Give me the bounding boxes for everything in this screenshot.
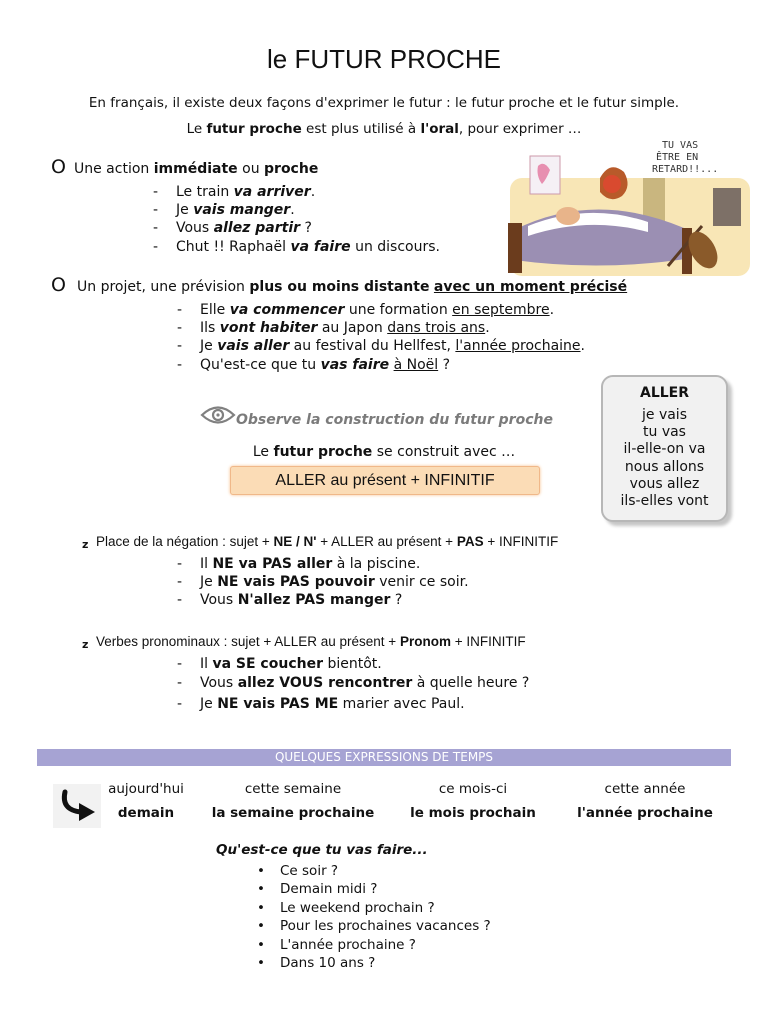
construction-sentence <box>0 444 768 460</box>
negation-phrase: NE vais PAS pouvoir <box>217 574 375 591</box>
example-text: Il <box>200 556 213 572</box>
pronominal-phrase: NE vais PAS ME <box>217 696 339 713</box>
example-text: au Japon <box>317 320 388 337</box>
rule-text: + ALLER au présent + <box>316 534 457 549</box>
verb-phrase: vas faire <box>320 356 390 373</box>
example-list-project <box>177 301 585 374</box>
pronominal-phrase: va SE coucher <box>212 656 323 672</box>
example-text: à la piscine. <box>332 556 421 572</box>
example-text: Vous <box>200 675 238 692</box>
example-list-immediate <box>153 183 440 256</box>
section-heading-immediate <box>74 161 318 177</box>
example-item <box>177 555 469 573</box>
example-item <box>177 694 529 715</box>
conjugation-form: nous allons <box>624 458 705 475</box>
intro-text: Le <box>186 121 207 137</box>
expression-today: cette semaine <box>244 781 342 797</box>
questions-list <box>255 862 491 972</box>
conjugation-form: ils-elles vont <box>620 493 709 510</box>
questions-heading: Qu'est-ce que tu vas faire... <box>216 842 428 858</box>
rule-text: + INFINITIF <box>483 534 559 549</box>
example-text: ? <box>300 220 312 237</box>
expressions-banner: QUELQUES EXPRESSIONS DE TEMPS <box>37 749 731 766</box>
time-marker: en septembre <box>452 302 550 318</box>
construction-text: Le <box>252 444 274 460</box>
example-text: Qu'est-ce que tu <box>200 356 321 373</box>
rule-bold: Pronom <box>399 634 451 649</box>
example-text: . <box>580 338 585 355</box>
example-list-negation <box>177 555 469 610</box>
verb-phrase: vais manger <box>193 202 291 219</box>
formula-text: ALLER au présent + INFINITIF <box>275 471 495 489</box>
example-text: bientôt. <box>323 656 382 672</box>
pronominal-phrase: allez VOUS rencontrer <box>237 675 413 692</box>
expression-today: aujourd'hui <box>108 781 184 797</box>
intro-line-2 <box>0 121 768 137</box>
example-text: Je <box>200 696 218 713</box>
example-text: un discours. <box>350 238 440 255</box>
example-text: à quelle heure ? <box>412 675 530 692</box>
speech-text: TU VAS <box>662 140 699 151</box>
section-bullet: O <box>51 156 66 178</box>
heading-bold-underlined: avec un moment précisé <box>433 279 628 295</box>
negation-rule <box>96 534 558 549</box>
example-item <box>153 238 440 256</box>
expression-future: le mois prochain <box>410 805 536 821</box>
example-item <box>153 201 440 219</box>
curved-arrow-icon <box>53 784 101 828</box>
cartoon-svg <box>508 138 758 278</box>
example-text: Je <box>200 338 218 355</box>
section-heading-project <box>77 279 627 295</box>
example-text: venir ce soir. <box>374 574 469 591</box>
late-cartoon-illustration <box>508 138 758 278</box>
page-title: le FUTUR PROCHE <box>266 44 501 74</box>
question-item: • Ce soir ? <box>255 862 491 880</box>
question-item: • Pour les prochaines vacances ? <box>255 917 491 935</box>
example-text: Vous <box>176 220 214 237</box>
example-item <box>153 219 440 237</box>
example-item <box>177 356 585 374</box>
rule-text: Verbes pronominaux : sujet + ALLER au présent + <box>96 634 400 649</box>
speech-text: ÊTRE EN <box>656 152 699 163</box>
example-text: Ils <box>200 320 220 337</box>
example-list-pronominal <box>177 655 529 715</box>
negation-phrase: N'allez PAS manger <box>237 592 391 609</box>
example-item <box>177 319 585 337</box>
verb-phrase: allez partir <box>213 220 301 237</box>
time-marker: l'année prochaine <box>455 338 581 355</box>
intro-text: est plus utilisé à <box>301 121 421 137</box>
example-text: Je <box>176 202 194 219</box>
speech-text: RETARD!!... <box>652 164 719 175</box>
example-item <box>177 591 469 609</box>
question-item: • L'année prochaine ? <box>255 936 491 954</box>
example-text: . <box>290 202 295 219</box>
expression-today: ce mois-ci <box>438 781 508 797</box>
conjugation-form: tu vas <box>643 424 686 441</box>
time-marker: dans trois ans <box>387 320 486 337</box>
time-marker: à Noël <box>393 356 439 373</box>
intro-emphasis: l'oral <box>420 121 459 137</box>
rule-marker: z <box>82 638 89 651</box>
example-text: Je <box>200 574 218 591</box>
rule-bold: NE / N' <box>273 534 317 549</box>
example-text: ? <box>438 356 451 373</box>
example-item <box>177 573 469 591</box>
construction-bold: futur proche <box>273 444 373 460</box>
example-text: Chut !! Raphaël <box>176 238 291 255</box>
example-text: Elle <box>200 302 230 318</box>
intro-text: , pour exprimer … <box>458 121 582 137</box>
example-text: Vous <box>200 592 238 609</box>
example-text: ? <box>390 592 403 609</box>
heading-bold: plus ou moins distante <box>249 279 430 295</box>
eye-icon <box>200 404 236 430</box>
negation-phrase: NE va PAS aller <box>212 556 333 572</box>
question-item: • Le weekend prochain ? <box>255 899 491 917</box>
section-bullet: O <box>51 274 66 296</box>
example-text: . <box>485 320 490 337</box>
heading-text: Une action <box>74 161 154 177</box>
heading-text: ou <box>237 161 265 177</box>
example-text: au festival du Hellfest, <box>289 338 456 355</box>
example-item <box>177 673 529 694</box>
verb-phrase: va commencer <box>229 302 345 318</box>
example-text: . <box>310 184 316 200</box>
expression-today: cette année <box>604 781 686 797</box>
example-item <box>177 301 585 319</box>
intro-line-1: En français, il existe deux façons d'exprimer le futur : le futur proche et le futur simple. <box>88 95 680 111</box>
expression-future: demain <box>117 805 175 821</box>
question-item: • Demain midi ? <box>255 880 491 898</box>
formula-box <box>230 466 540 495</box>
construction-text: se construit avec … <box>372 444 516 460</box>
verb-phrase: va faire <box>290 238 351 255</box>
conjugation-form: il-elle-on va <box>623 441 706 458</box>
pronominal-rule <box>96 634 526 649</box>
expression-future: la semaine prochaine <box>211 805 375 821</box>
example-item <box>177 337 585 355</box>
heading-text: Un projet, une prévision <box>77 279 250 295</box>
example-text: marier avec Paul. <box>338 696 465 713</box>
observe-instruction: Observe la construction du futur proche <box>236 412 553 428</box>
heading-bold: immédiate <box>153 161 238 177</box>
example-item <box>153 183 440 201</box>
example-item <box>177 655 529 673</box>
aller-title: ALLER <box>639 385 690 401</box>
conjugation-form: vous allez <box>629 475 700 492</box>
heading-bold: proche <box>264 161 319 177</box>
rule-bold: PAS <box>456 534 484 549</box>
question-item: • Dans 10 ans ? <box>255 954 491 972</box>
verb-phrase: vais aller <box>217 338 290 355</box>
example-text: . <box>549 302 555 318</box>
verb-phrase: vont habiter <box>219 320 318 337</box>
rule-text: Place de la négation : sujet + <box>96 534 274 549</box>
rule-marker: z <box>82 538 89 551</box>
example-text: une formation <box>344 302 453 318</box>
verb-phrase: va arriver <box>233 184 311 200</box>
conjugation-form: je vais <box>641 407 687 423</box>
example-text: Il <box>200 656 213 672</box>
rule-text: + INFINITIF <box>450 634 526 649</box>
expression-future: l'année prochaine <box>577 805 713 821</box>
example-text: Le train <box>176 184 234 200</box>
intro-emphasis: futur proche <box>206 121 302 137</box>
